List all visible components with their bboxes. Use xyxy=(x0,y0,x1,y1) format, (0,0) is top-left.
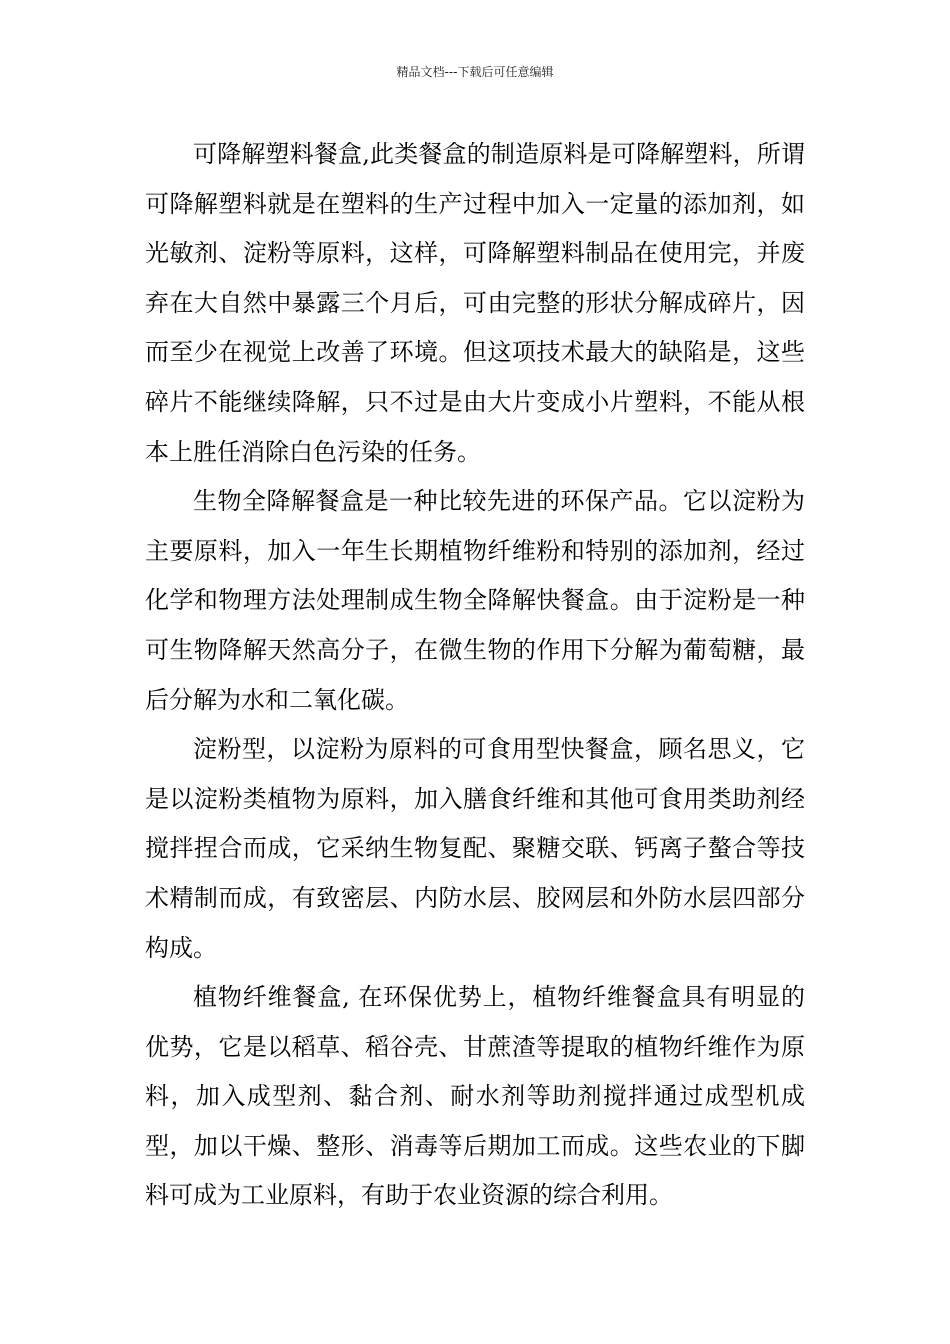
paragraph-plant-fiber: 植物纤维餐盒, 在环保优势上，植物纤维餐盒具有明显的优势，它是以稻草、稻谷壳、甘蔗渣等提取的植物纤维作为原料，加入成型剂、黏合剂、耐水剂等助剂搅拌通过成型机成型，加以干燥、整形、消毒等后期加工而成。这些农业的下脚料可成为工业原料，有助于农业资源的综合利用。 xyxy=(145,983,805,1210)
document-body xyxy=(145,130,805,1221)
page-header: 精品文档---下载后可任意编辑 xyxy=(396,65,554,79)
paragraph-degradable-plastic: 可降解塑料餐盒,此类餐盒的制造原料是可降解塑料，所谓可降解塑料就是在塑料的生产过程中加入一定量的添加剂，如光敏剂、淀粉等原料，这样，可降解塑料制品在使用完，并废弃在大自然中暴露三个月后，可由完整的形状分解成碎片，因而至少在视觉上改善了环境。但这项技术最大的缺陷是，这些碎片不能继续降解，只不过是由大片变成小片塑料，不能从根本上胜任消除白色污染的任务。 xyxy=(145,140,805,466)
paragraph-starch-type: 淀粉型，以淀粉为原料的可食用型快餐盒，顾名思义，它是以淀粉类植物为原料，加入膳食纤维和其他可食用类助剂经搅拌捏合而成，它采纳生物复配、聚糖交联、钙离子螯合等技术精制而成，有致密层、内防水层、胶网层和外防水层四部分构成。 xyxy=(145,735,805,962)
paragraph-biodegradable: 生物全降解餐盒是一种比较先进的环保产品。它以淀粉为主要原料，加入一年生长期植物纤维粉和特别的添加剂，经过化学和物理方法处理制成生物全降解快餐盒。由于淀粉是一种可生物降解天然高分子，在微生物的作用下分解为葡萄糖，最后分解为水和二氧化碳。 xyxy=(145,487,805,714)
